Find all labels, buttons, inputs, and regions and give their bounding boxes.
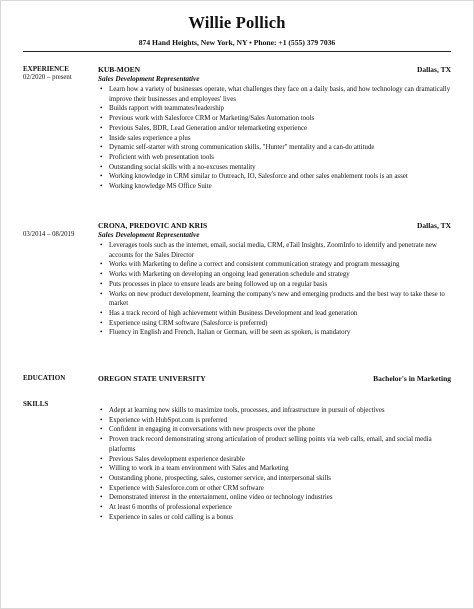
list-item: • Working knowledge MS Office Suite bbox=[98, 182, 453, 192]
list-item: • At least 6 months of professional experience bbox=[98, 503, 453, 513]
list-item: • Demonstrated interest in the entertainment, online video or technology industries bbox=[98, 493, 453, 503]
list-item: • Inside sales experience a plus bbox=[98, 134, 453, 144]
list-item: • Fluency in English and French, Italian or German, will be seen as spoken, is mandatory bbox=[98, 328, 453, 338]
candidate-name: Willie Pollich bbox=[188, 13, 286, 32]
job-1-bullets bbox=[98, 85, 453, 192]
job-2-bullets bbox=[98, 241, 453, 338]
list-item: • Experience in sales or cold calling is a bonus bbox=[98, 513, 453, 523]
job-1-location: Dallas, TX bbox=[416, 65, 451, 74]
list-item: • Learn how a variety of businesses operate, what challenges they face on a daily basis, and how technology can dramatically improve their businesses and employees' lives bbox=[98, 85, 453, 104]
job-2-title: Sales Development Representative bbox=[98, 231, 200, 239]
list-item: • Works with Marketing on developing an ongoing lead generation schedule and strategy bbox=[98, 270, 453, 280]
list-item: • Has a track record of high achievement within Business Development and lead generation bbox=[98, 309, 453, 319]
contact-line: 874 Hand Heights, New York, NY • Phone: +1 (555) 379 7036 bbox=[138, 38, 336, 47]
list-item: • Works on new product development, learning the company's new and emerging products and the best way to take these to market bbox=[98, 290, 453, 309]
list-item: • Adept at learning new skills to maximize tools, processes, and infrastructure in pursuit of objectives bbox=[98, 406, 453, 416]
job-1-company: KUB-MOEN bbox=[98, 65, 141, 74]
list-item: • Puts processes in place to ensure leads are being followed up on a regular basis bbox=[98, 280, 453, 290]
list-item: • Outstanding phone, prospecting, sales, customer service, and interpersonal skills bbox=[98, 474, 453, 484]
list-item: • Experience with HubSpot.com is preferred bbox=[98, 416, 453, 426]
list-item: • Experience using CRM software (Salesforce is preferred) bbox=[98, 319, 453, 329]
job-1-title: Sales Development Representative bbox=[98, 75, 200, 83]
list-item: • Experience with Salesforce.com or other CRM software bbox=[98, 484, 453, 494]
list-item: • Leverages tools such as the internet, email, social media, CRM, eTail Insights, ZoomInfo to identify and penetrate new accounts for the Sales Director bbox=[98, 241, 453, 260]
skills-heading: SKILLS bbox=[23, 400, 49, 408]
list-item: • Outstanding social skills with a no-excuses mentality bbox=[98, 163, 453, 173]
list-item: • Willing to work in a team environment with Sales and Marketing bbox=[98, 464, 453, 474]
list-item: • Previous Sales, BDR, Lead Generation and/or telemarketing experience bbox=[98, 124, 453, 134]
list-item: • Confident in engaging in conversations with new prospects over the phone bbox=[98, 425, 453, 435]
list-item: • Dynamic self-starter with strong communication skills, "Hunter" mentality and a can-do attitude bbox=[98, 143, 453, 153]
list-item: • Works with Marketing to define a correct and consistent communication strategy and program messaging bbox=[98, 260, 453, 270]
header-divider bbox=[23, 51, 451, 52]
job-2-location: Dallas, TX bbox=[416, 221, 451, 230]
education-degree: Bachelor's in Marketing bbox=[373, 374, 451, 383]
job-2-company: CRONA, PREDOVIC AND KRIS bbox=[98, 221, 208, 230]
list-item: • Previous Sales development experience desirable bbox=[98, 455, 453, 465]
education-school: OREGON STATE UNIVERSITY bbox=[98, 374, 206, 383]
skills-bullets bbox=[98, 406, 453, 522]
job-1-dates: 02/2020 – present bbox=[23, 74, 72, 81]
list-item: • Proficient with web presentation tools bbox=[98, 153, 453, 163]
list-item: • Previous work with Salesforce CRM or Marketing/Sales Automation tools bbox=[98, 114, 453, 124]
list-item: • Builds rapport with teammates/leadership bbox=[98, 104, 453, 114]
experience-heading: EXPERIENCE bbox=[23, 65, 69, 73]
list-item: • Working knowledge in CRM similar to Outreach, IO, Salesforce and other sales enablement tools is an asset bbox=[98, 172, 453, 182]
list-item: • Proven track record demonstrating strong articulation of product selling points via web calls, email, and social media platforms bbox=[98, 435, 453, 454]
education-heading: EDUCATION bbox=[23, 374, 66, 382]
job-2-dates: 03/2014 – 08/2019 bbox=[23, 231, 75, 238]
